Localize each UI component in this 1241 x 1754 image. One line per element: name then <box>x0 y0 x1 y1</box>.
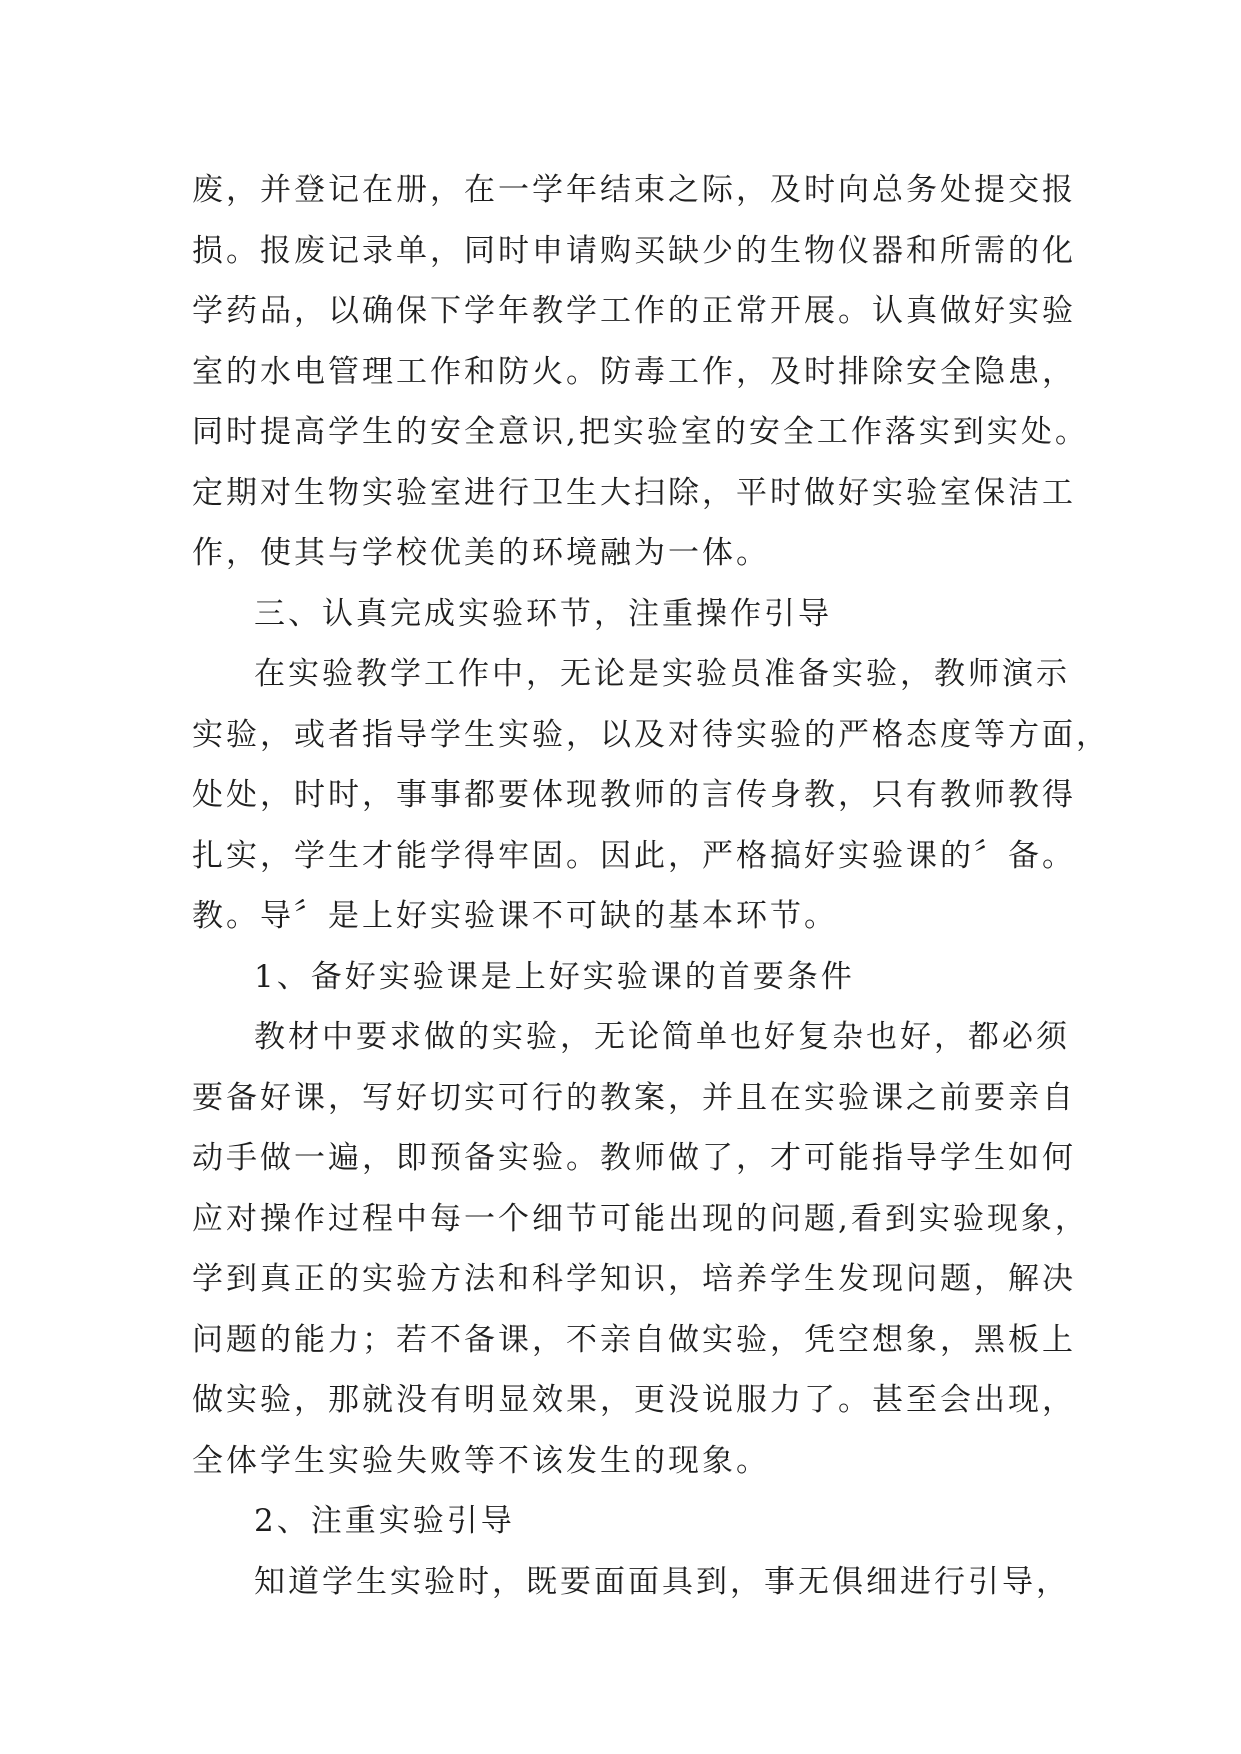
text-line: 要备好课，写好切实可行的教案，并且在实验课之前要亲自 <box>192 1079 1076 1116</box>
subsection-heading: 2、注重实验引导 <box>254 1503 515 1539</box>
text-line: 动手做一遍，即预备实验。教师做了，才可能指导学生如何 <box>192 1140 1076 1176</box>
text-line: 处处，时时，事事都要体现教师的言传身教，只有教师教得 <box>192 777 1076 813</box>
text-line: 学到真正的实验方法和科学知识，培养学生发现问题，解决 <box>192 1261 1076 1297</box>
text-line: 定期对生物实验室进行卫生大扫除，平时做好实验室保洁工 <box>192 474 1076 511</box>
subsection-heading: 1、备好实验课是上好实验课的首要条件 <box>254 958 855 995</box>
text-line: 学药品，以确保下学年教学工作的正常开展。认真做好实验 <box>192 293 1076 329</box>
paragraph-first-line: 教材中要求做的实验，无论简单也好复杂也好，都必须 <box>254 1019 1070 1055</box>
paragraph-first-line: 知道学生实验时，既要面面具到，事无俱细进行引导， <box>254 1563 1070 1600</box>
text-line: 同时提高学生的安全意识,把实验室的安全工作落实到实处。 <box>192 414 1089 450</box>
text-line: 扎实，学生才能学得牢固。因此，严格搞好实验课的〞备。 <box>192 837 1076 874</box>
text-line: 教。导〞是上好实验课不可缺的基本环节。 <box>192 898 838 934</box>
text-line: 损。报废记录单，同时申请购买缺少的生物仪器和所需的化 <box>192 232 1076 269</box>
text-line: 应对操作过程中每一个细节可能出现的问题,看到实验现象， <box>192 1200 1089 1237</box>
text-line: 室的水电管理工作和防火。防毒工作，及时排除安全隐患， <box>192 353 1076 390</box>
text-line: 全体学生实验失败等不该发生的现象。 <box>192 1442 770 1479</box>
section-heading: 三、认真完成实验环节，注重操作引导 <box>254 595 832 632</box>
text-line: 做实验，那就没有明显效果，更没说服力了。甚至会出现， <box>192 1382 1076 1418</box>
text-line: 问题的能力；若不备课，不亲自做实验，凭空想象，黑板上 <box>192 1321 1076 1358</box>
paragraph-first-line: 在实验教学工作中，无论是实验员准备实验，教师演示 <box>254 656 1070 692</box>
document-body <box>192 160 1110 1612</box>
text-line: 作，使其与学校优美的环境融为一体。 <box>192 535 770 571</box>
text-line: 实验，或者指导学生实验，以及对待实验的严格态度等方面， <box>192 716 1110 753</box>
text-line: 废，并登记在册，在一学年结束之际，及时向总务处提交报 <box>192 172 1076 208</box>
